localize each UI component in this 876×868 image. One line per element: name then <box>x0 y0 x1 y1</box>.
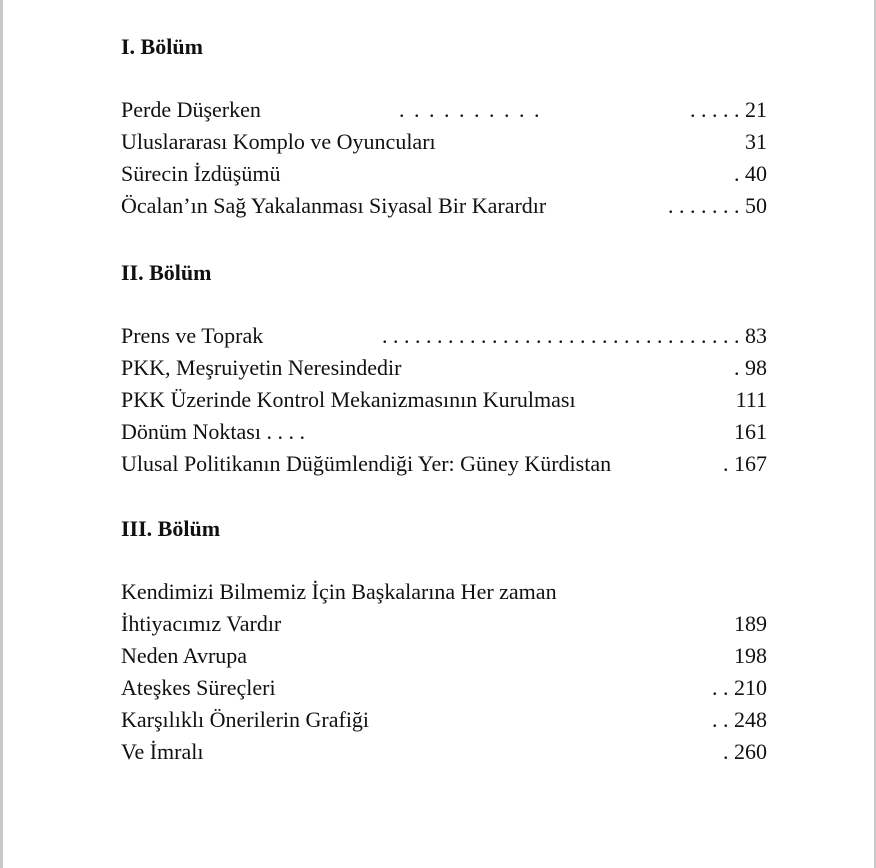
entry-title: Sürecin İzdüşümü <box>121 161 281 186</box>
entry-page: . 40 <box>734 161 767 186</box>
toc-entry <box>121 190 767 222</box>
entry-page: 161 <box>734 419 767 444</box>
toc-entry <box>121 384 767 416</box>
entry-page: 189 <box>734 611 767 636</box>
section-heading: I. Bölüm <box>121 34 203 59</box>
entry-page: 111 <box>735 387 767 412</box>
entry-page: . . . . . . . . . . . . . . . . . . . . . . . . . . . . . . . . . 83 <box>382 323 767 348</box>
entry-page: . . 248 <box>712 707 767 732</box>
entry-page: . 260 <box>723 739 767 764</box>
entry-leader: . . . . . . . . . . <box>399 97 542 122</box>
section-1 <box>121 32 767 222</box>
section-heading: II. Bölüm <box>121 260 212 285</box>
entry-page: . 167 <box>723 451 767 476</box>
toc-entry <box>121 640 767 672</box>
entry-page: . . . . . 21 <box>690 97 767 122</box>
entry-title: PKK, Meşruiyetin Neresindedir <box>121 355 402 380</box>
toc-entry <box>121 448 767 480</box>
entry-title: PKK Üzerinde Kontrol Mekanizmasının Kurulması <box>121 387 576 412</box>
section-3 <box>121 514 767 768</box>
entry-title: Karşılıklı Önerilerin Grafiği <box>121 707 370 732</box>
entry-page: . 98 <box>734 355 767 380</box>
entry-title: Neden Avrupa <box>121 643 248 668</box>
toc-entry <box>121 576 767 608</box>
entry-title: Perde Düşerken <box>121 97 261 122</box>
toc-entry <box>121 736 767 768</box>
entry-title: Öcalan’ın Sağ Yakalanması Siyasal Bir Karardır <box>121 193 547 218</box>
toc-entry <box>121 352 767 384</box>
toc-entry <box>121 672 767 704</box>
entry-title: Ve İmralı <box>121 739 204 764</box>
entry-title: Uluslararası Komplo ve Oyuncuları <box>121 129 436 154</box>
entry-page: . . 210 <box>712 675 767 700</box>
entry-page: 31 <box>745 129 767 154</box>
toc-entry <box>121 704 767 736</box>
section-heading: III. Bölüm <box>121 516 221 541</box>
toc-entry <box>121 320 767 352</box>
entry-page: . . . . . . . 50 <box>668 193 767 218</box>
entry-page: 198 <box>734 643 767 668</box>
entry-title: Ulusal Politikanın Düğümlendiği Yer: Güney Kürdistan <box>121 451 612 476</box>
entry-title: Prens ve Toprak <box>121 323 264 348</box>
section-2 <box>121 258 767 480</box>
entry-title: Kendimizi Bilmemiz İçin Başkalarına Her zaman <box>121 579 557 604</box>
toc-entry <box>121 158 767 190</box>
toc-entry <box>121 94 767 126</box>
toc-entry <box>121 416 767 448</box>
toc-entry <box>121 608 767 640</box>
entry-title: Dönüm Noktası . . . . <box>121 419 305 444</box>
entry-title: Ateşkes Süreçleri <box>121 675 276 700</box>
toc-entry <box>121 126 767 158</box>
entry-title: İhtiyacımız Vardır <box>121 611 282 636</box>
